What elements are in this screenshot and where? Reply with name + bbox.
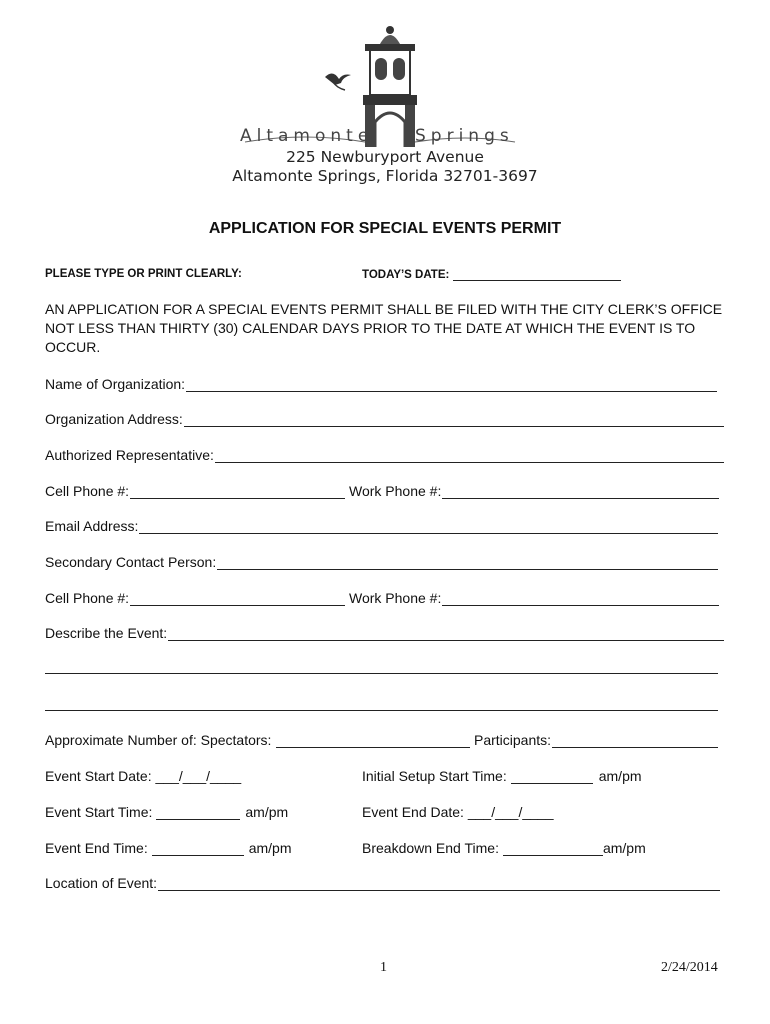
notice-text: AN APPLICATION FOR A SPECIAL EVENTS PERMIT SHALL BE FILED WITH THE CITY CLERK’S OFFICE NOT LESS THAN THIRTY (30) CALENDAR DAYS PRIOR TO THE DATE AT WHICH THE EVENT IS TO OCCUR. [45,301,723,355]
participants-line[interactable] [552,732,718,748]
event-start-time-ampm: am/pm [245,804,289,820]
print-clearly-label: PLEASE TYPE OR PRINT CLEARLY: [45,268,242,280]
event-start-time-field[interactable] [45,800,288,820]
authorized-rep-line[interactable] [215,447,724,463]
page-number: 1 [380,960,387,975]
describe-event-line-3[interactable] [45,710,718,711]
email-label: Email Address: [45,518,139,534]
secondary-contact-field[interactable] [45,550,718,570]
org-name-label: Name of Organization: [45,376,186,392]
participants-field[interactable] [474,728,718,748]
event-end-time-label: Event End Time: [45,840,148,856]
org-name-line[interactable] [186,376,717,392]
org-name-field[interactable] [45,372,717,392]
initial-setup-line[interactable] [511,768,593,784]
initial-setup-label: Initial Setup Start Time: [362,768,507,784]
event-end-time-line[interactable] [152,840,244,856]
event-start-date-label: Event Start Date: ___/___/____ [45,768,242,784]
spectators-field[interactable] [45,728,470,748]
event-start-date-field[interactable] [45,764,241,784]
email-line[interactable] [139,518,718,534]
secondary-cell-phone-line[interactable] [130,590,345,606]
todays-date-line[interactable] [453,268,621,281]
cell-phone-label: Cell Phone #: [45,483,130,499]
event-end-date-field[interactable] [362,800,553,820]
cell-phone-line[interactable] [130,483,345,499]
work-phone-field[interactable] [349,479,719,499]
breakdown-end-label: Breakdown End Time: [362,840,499,856]
secondary-cell-phone-field[interactable] [45,586,345,606]
email-field[interactable] [45,514,718,534]
logo-word-left: Altamonte [240,126,374,146]
initial-setup-field[interactable] [362,764,642,784]
secondary-work-phone-field[interactable] [349,586,719,606]
address-line-2: Altamonte Springs, Florida 32701-3697 [232,167,538,185]
city-logo [225,22,525,147]
secondary-work-phone-line[interactable] [442,590,719,606]
secondary-contact-line[interactable] [217,554,718,570]
describe-event-line[interactable] [168,625,724,641]
location-line[interactable] [158,875,720,891]
secondary-contact-label: Secondary Contact Person: [45,554,217,570]
describe-event-line-2[interactable] [45,673,718,674]
initial-setup-ampm: am/pm [598,768,642,784]
event-start-time-label: Event Start Time: [45,804,153,820]
cell-phone-field[interactable] [45,479,345,499]
authorized-rep-label: Authorized Representative: [45,447,214,463]
work-phone-label: Work Phone #: [349,483,442,499]
org-address-field[interactable] [45,407,724,427]
participants-label: Participants: [474,732,552,748]
describe-event-field[interactable] [45,621,724,641]
breakdown-end-line[interactable] [503,840,603,856]
event-end-time-field[interactable] [45,836,292,856]
describe-event-label: Describe the Event: [45,625,168,641]
form-title: APPLICATION FOR SPECIAL EVENTS PERMIT [208,220,562,237]
spectators-label: Approximate Number of: Spectators: [45,732,272,748]
authorized-rep-field[interactable] [45,443,724,463]
todays-date-field[interactable] [362,268,621,281]
todays-date-label: TODAY’S DATE: [362,269,450,281]
org-address-label: Organization Address: [45,411,183,427]
event-end-date-label: Event End Date: ___/___/____ [362,804,554,820]
location-field[interactable] [45,871,720,891]
event-start-time-line[interactable] [156,804,240,820]
work-phone-line[interactable] [442,483,719,499]
footer-date: 2/24/2014 [661,960,718,975]
org-address-line[interactable] [184,411,724,427]
breakdown-end-ampm: am/pm [602,840,646,856]
secondary-cell-phone-label: Cell Phone #: [45,590,130,606]
breakdown-end-field[interactable] [362,836,646,856]
event-end-time-ampm: am/pm [248,840,292,856]
location-label: Location of Event: [45,875,158,891]
secondary-work-phone-label: Work Phone #: [349,590,442,606]
spectators-line[interactable] [276,732,470,748]
logo-word-right: Springs [415,126,514,146]
address-line-1: 225 Newburyport Avenue [286,148,484,166]
